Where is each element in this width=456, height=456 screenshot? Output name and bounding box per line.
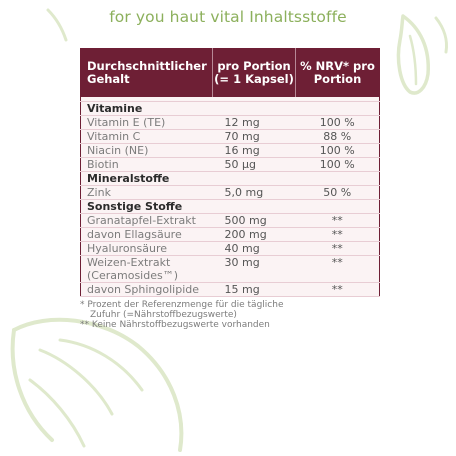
row-amount: 500 mg — [213, 214, 296, 228]
row-nrv: ** — [296, 283, 380, 297]
table-row — [81, 144, 380, 158]
section-title: Sonstige Stoffe — [81, 200, 380, 214]
row-name: Hyaluronsäure — [81, 242, 213, 256]
row-nrv: 100 % — [296, 158, 380, 172]
leaf-vein-top-right — [410, 36, 416, 84]
section-title: Vitamine — [81, 102, 380, 116]
footnote-no-reference: ** Keine Nährstoffbezugswerte vorhanden — [80, 320, 270, 330]
table-row — [81, 242, 380, 256]
row-nrv: 50 % — [296, 186, 380, 200]
table-row — [81, 283, 380, 297]
row-amount: 16 mg — [213, 144, 296, 158]
row-name: Weizen-Extrakt (Ceramosides™) — [81, 256, 213, 283]
table-row — [81, 158, 380, 172]
section-title: Mineralstoffe — [81, 172, 380, 186]
row-amount: 50 µg — [213, 158, 296, 172]
row-amount: 70 mg — [213, 130, 296, 144]
leaf-outline-bottom-left-2 — [13, 330, 52, 440]
row-nrv: 100 % — [296, 144, 380, 158]
row-nrv: ** — [296, 214, 380, 228]
page-title: for you haut vital Inhaltsstoffe — [109, 8, 347, 26]
table-row — [81, 214, 380, 228]
row-name: Niacin (NE) — [81, 144, 213, 158]
section-row — [81, 200, 380, 214]
row-name: Granatapfel-Extrakt — [81, 214, 213, 228]
footnote-nrv-line2: Zufuhr (=Nährstoffbezugswerte) — [90, 310, 237, 320]
row-name: davon Ellagsäure — [81, 228, 213, 242]
row-amount: 12 mg — [213, 116, 296, 130]
row-nrv: 100 % — [296, 116, 380, 130]
leaf-outline-bottom-left — [14, 320, 181, 450]
header-per-portion: pro Portion (= 1 Kapsel) — [213, 49, 296, 98]
row-name: Vitamin E (TE) — [81, 116, 213, 130]
leaf-vein-bottom-left-3 — [60, 340, 142, 390]
header-average-content: Durchschnittlicher Gehalt — [81, 49, 213, 98]
row-name: Vitamin C — [81, 130, 213, 144]
table-row — [81, 116, 380, 130]
row-nrv: ** — [296, 242, 380, 256]
row-name: Biotin — [81, 158, 213, 172]
row-name: Zink — [81, 186, 213, 200]
footnotes — [80, 300, 400, 330]
section-row — [81, 172, 380, 186]
row-nrv: ** — [296, 256, 380, 283]
row-amount: 15 mg — [213, 283, 296, 297]
table-row — [81, 130, 380, 144]
section-row — [81, 102, 380, 116]
row-amount: 200 mg — [213, 228, 296, 242]
table-row — [81, 256, 380, 283]
table-row — [81, 186, 380, 200]
table-header-row — [81, 49, 380, 98]
row-amount: 30 mg — [213, 256, 296, 283]
leaf-vein-bottom-left-2 — [30, 380, 84, 446]
leaf-vein-bottom-left-1 — [40, 350, 112, 414]
row-nrv: 88 % — [296, 130, 380, 144]
row-amount: 40 mg — [213, 242, 296, 256]
header-nrv-per-portion: % NRV* pro Portion — [296, 49, 380, 98]
row-nrv: ** — [296, 228, 380, 242]
row-amount: 5,0 mg — [213, 186, 296, 200]
row-name: davon Sphingolipide — [81, 283, 213, 297]
table-row — [81, 228, 380, 242]
nutrition-table — [80, 48, 380, 297]
footnote-nrv-line1: * Prozent der Referenzmenge für die tägliche — [80, 300, 284, 310]
